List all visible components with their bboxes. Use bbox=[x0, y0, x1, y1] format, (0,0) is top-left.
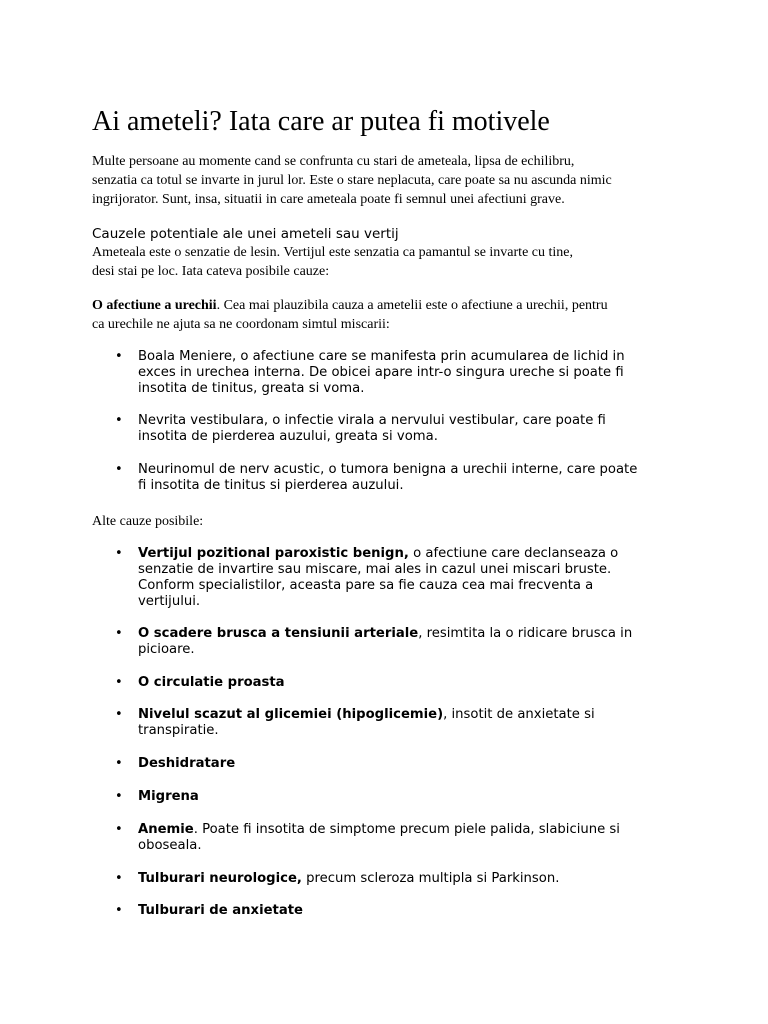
list-item-line: Conform specialistilor, aceasta pare sa fie cauza cea mai frecventa a bbox=[138, 578, 594, 593]
bullet: • bbox=[115, 546, 123, 561]
list-item-line: picioare. bbox=[138, 642, 195, 657]
list-item-line: fi insotita de tinitus si pierderea auzului. bbox=[138, 478, 404, 493]
list-item-line: oboseala. bbox=[138, 838, 202, 853]
list-item-line: insotita de pierderea auzului, greata si voma. bbox=[138, 429, 438, 444]
intro-line: senzatia ca totul se invarte in jurul lor. Este o stare neplacuta, care poate sa nu ascunda nimic bbox=[92, 173, 612, 188]
section-subheading: Cauzele potentiale ale unei ameteli sau vertij bbox=[92, 226, 399, 242]
page-title: Ai ameteli? Iata care ar putea fi motivele bbox=[92, 106, 550, 137]
bullet: • bbox=[115, 871, 123, 886]
list-item-rest: . Poate fi insotita de simptome precum piele palida, slabiciune si bbox=[193, 822, 620, 837]
other-causes-label: Alte cauze posibile: bbox=[92, 514, 204, 529]
bullet: • bbox=[115, 626, 123, 641]
list-item-line: senzatie de invartire sau miscare, mai ales in cazul unei miscari bruste. bbox=[138, 562, 612, 577]
intro-paragraph bbox=[92, 152, 692, 209]
ear-cause-rest: . Cea mai plauzibila cauza a ametelii este o afectiune a urechii, pentru bbox=[216, 298, 608, 313]
bullet: • bbox=[115, 707, 123, 722]
definition-paragraph bbox=[92, 243, 573, 281]
bullet: • bbox=[115, 675, 123, 690]
bullet: • bbox=[115, 462, 123, 477]
ear-cause-line bbox=[92, 296, 608, 315]
list-item-bold: Tulburari neurologice, bbox=[138, 871, 302, 886]
intro-line: ingrijorator. Sunt, insa, situatii in care ameteala poate fi semnul unei afectiuni grave. bbox=[92, 192, 565, 207]
list-item-bold: Tulburari de anxietate bbox=[138, 903, 303, 918]
list-item-bold: Nivelul scazut al glicemiei (hipoglicemie) bbox=[138, 707, 444, 722]
list-item-line: Boala Meniere, o afectiune care se manifesta prin acumularea de lichid in bbox=[138, 349, 625, 364]
list-item-line: insotita de tinitus, greata si voma. bbox=[138, 381, 365, 396]
list-item-bold: Migrena bbox=[138, 789, 199, 804]
list-item-line: transpiratie. bbox=[138, 723, 219, 738]
list-item-bold: O circulatie proasta bbox=[138, 675, 285, 690]
bullet: • bbox=[115, 903, 123, 918]
bullet: • bbox=[115, 413, 123, 428]
list-item-rest: o afectiune care declanseaza o bbox=[408, 546, 619, 561]
list-item-bold: Anemie bbox=[138, 822, 194, 837]
ear-cause-bold: O afectiune a urechii bbox=[92, 298, 217, 313]
list-item-line: exces in urechea interna. De obicei apare intr-o singura ureche si poate fi bbox=[138, 365, 624, 380]
bullet: • bbox=[115, 756, 123, 771]
list-item-line: Neurinomul de nerv acustic, o tumora benigna a urechii interne, care poate bbox=[138, 462, 638, 477]
definition-line: Ameteala este o senzatie de lesin. Vertijul este senzatia ca pamantul se invarte cu tine, bbox=[92, 245, 573, 260]
bullet: • bbox=[115, 822, 123, 837]
list-item-rest: , insotit de anxietate si bbox=[443, 707, 595, 722]
list-item-rest: , resimtita la o ridicare brusca in bbox=[418, 626, 633, 641]
list-item-line: Nevrita vestibulara, o infectie virala a nervului vestibular, care poate fi bbox=[138, 413, 606, 428]
bullet: • bbox=[115, 789, 123, 804]
intro-line: Multe persoane au momente cand se confrunta cu stari de ameteala, lipsa de echilibru, bbox=[92, 154, 575, 169]
definition-line: desi stai pe loc. Iata cateva posibile cauze: bbox=[92, 264, 330, 279]
list-item-bold: O scadere brusca a tensiunii arteriale bbox=[138, 626, 419, 641]
ear-cause-paragraph bbox=[92, 296, 608, 334]
list-item-line: vertijului. bbox=[138, 594, 201, 609]
list-item-bold: Deshidratare bbox=[138, 756, 236, 771]
list-item-rest: precum scleroza multipla si Parkinson. bbox=[301, 871, 560, 886]
ear-cause-line: ca urechile ne ajuta sa ne coordonam simtul miscarii: bbox=[92, 317, 390, 332]
list-item-bold: Vertijul pozitional paroxistic benign, bbox=[138, 546, 409, 561]
bullet: • bbox=[115, 349, 123, 364]
